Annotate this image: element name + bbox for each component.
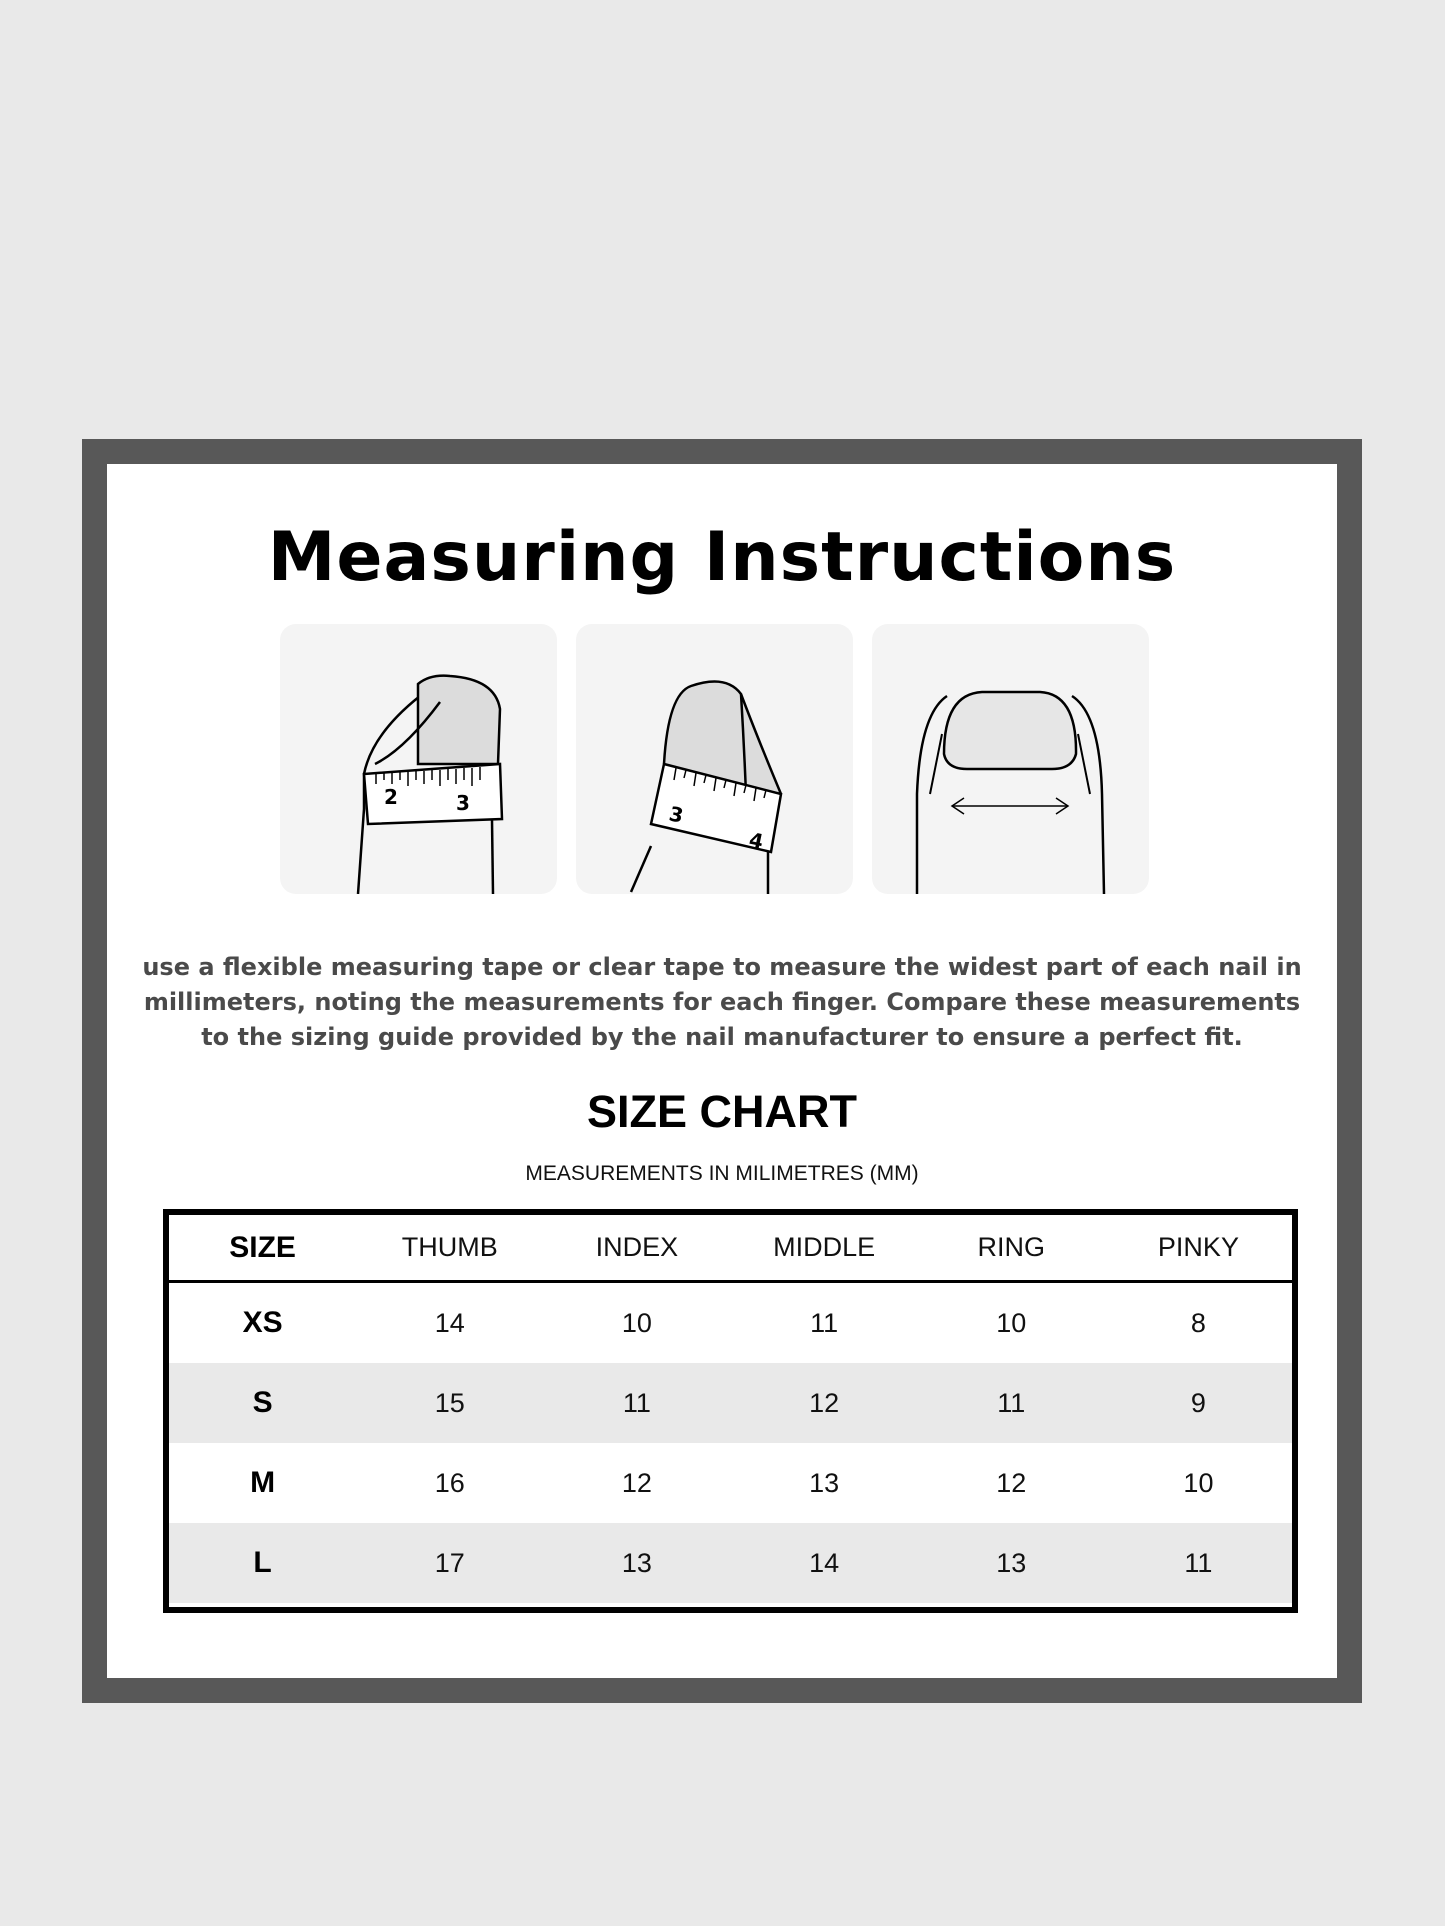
nail-width-arrow-icon [872, 624, 1149, 894]
finger-tape-side-icon [280, 624, 557, 894]
outer-frame [82, 439, 1362, 1703]
header-ring: RING [977, 1232, 1046, 1262]
table-cell: 13 [996, 1547, 1027, 1578]
table-cell: 11 [810, 1307, 839, 1338]
size-chart-subtitle: MEASUREMENTS IN MILIMETRES (MM) [525, 1162, 919, 1185]
header-index: INDEX [595, 1232, 679, 1262]
size-label: S [252, 1386, 273, 1419]
header-middle: MIDDLE [773, 1232, 876, 1262]
header-thumb: THUMB [401, 1232, 498, 1262]
table-cell: 10 [1183, 1467, 1214, 1498]
size-chart-title: SIZE CHART [587, 1086, 857, 1137]
table-cell: 11 [997, 1387, 1026, 1418]
table-row [169, 1283, 1292, 1363]
table-cell: 11 [1184, 1547, 1213, 1578]
table-cell: 14 [434, 1307, 465, 1338]
tape-number: 3 [666, 801, 686, 828]
table-row [169, 1523, 1292, 1603]
tape-number: 3 [456, 791, 470, 815]
table-cell: 17 [434, 1547, 465, 1578]
table-cell: 12 [621, 1467, 652, 1498]
table-row [169, 1363, 1292, 1443]
table-cell: 8 [1190, 1307, 1206, 1338]
table-cell: 16 [434, 1467, 465, 1498]
table-cell: 14 [809, 1547, 840, 1578]
size-chart-table [163, 1209, 1298, 1613]
table-row [169, 1443, 1292, 1523]
table-cell: 15 [434, 1387, 465, 1418]
table-cell: 9 [1190, 1387, 1206, 1418]
page-title: Measuring Instructions [267, 518, 1177, 597]
table-cell: 10 [621, 1307, 652, 1338]
size-label: XS [242, 1306, 283, 1339]
header-size: SIZE [229, 1230, 296, 1264]
header-pinky: PINKY [1157, 1232, 1239, 1262]
finger-tape-angle-icon [576, 624, 853, 894]
instructions-text: use a flexible measuring tape or clear tape to measure the widest part of each nail in millimeters, noting the measurements for each finger. Compare these measurements to the sizing guide provided by the nail manufacturer to ensure a perfect fit. [142, 953, 1302, 1051]
table-header-row [169, 1215, 1292, 1283]
tape-number: 2 [384, 785, 398, 809]
table-cell: 11 [622, 1387, 651, 1418]
size-label: M [250, 1466, 276, 1499]
table-cell: 12 [996, 1467, 1027, 1498]
table-cell: 12 [809, 1387, 840, 1418]
tape-number: 4 [746, 827, 766, 854]
table-cell: 10 [996, 1307, 1027, 1338]
table-cell: 13 [809, 1467, 840, 1498]
size-label: L [253, 1546, 272, 1579]
table-cell: 13 [621, 1547, 652, 1578]
instruction-card [107, 464, 1337, 1678]
